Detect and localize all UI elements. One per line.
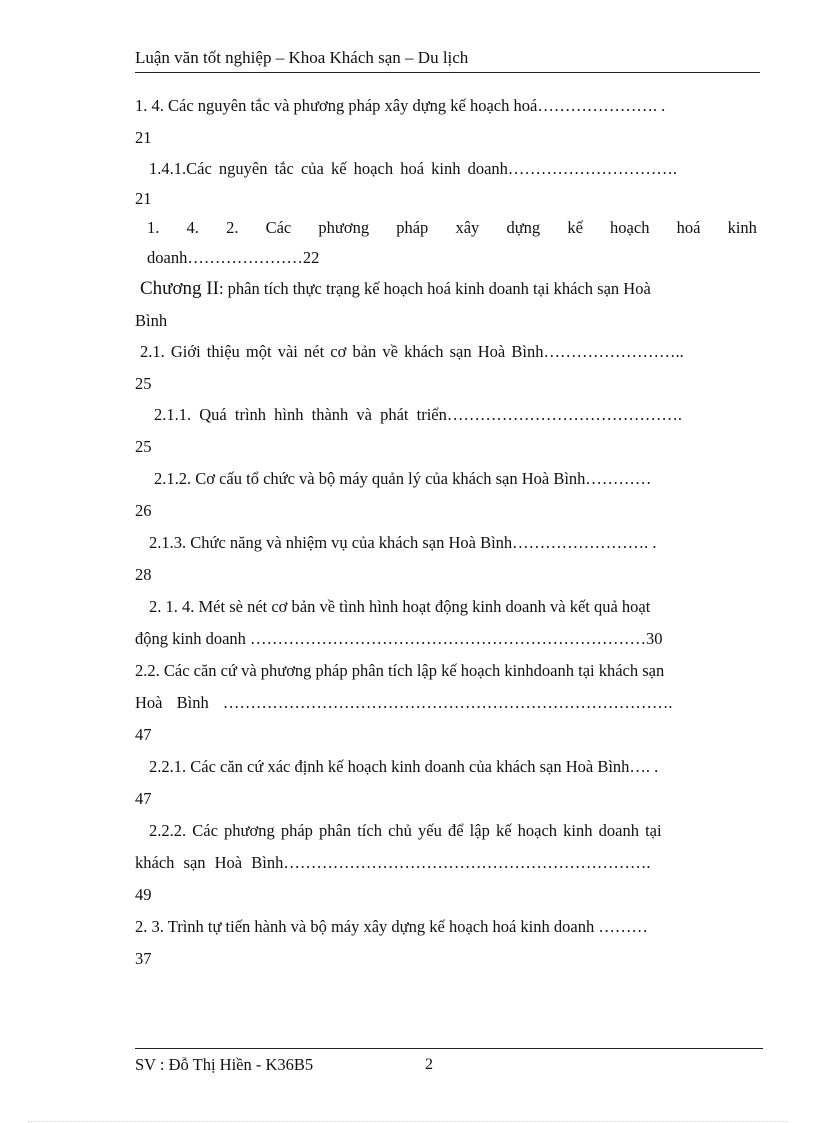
toc-entry-2-1-4: 2. 1. 4. Mét sè nét cơ bản về tình hình hoạt động kinh doanh và kết quả hoạt — [149, 597, 651, 616]
toc-page-2-1-2: 26 — [135, 501, 152, 520]
toc-entry-2-2-2-cont: khách sạn Hoà Bình…………………………………………………………. — [135, 853, 651, 872]
toc-entry-1-4-1: 1.4.1.Các nguyên tắc của kế hoạch hoá kinh doanh…………………………. — [149, 159, 678, 178]
toc-word: 4. — [186, 218, 199, 237]
toc-page-2-3: 37 — [135, 949, 152, 968]
toc-entry-2-3: 2. 3. Trình tự tiến hành và bộ máy xây dựng kế hoạch hoá kinh doanh ……… — [135, 917, 648, 936]
toc-page-1-4-1: 21 — [135, 189, 152, 208]
header-rule — [135, 72, 760, 73]
toc-page-2-2: 47 — [135, 725, 152, 744]
chapter-heading — [140, 278, 762, 300]
toc-word: pháp — [396, 218, 429, 237]
toc-word: dựng — [506, 218, 541, 237]
toc-entry-2-1-3: 2.1.3. Chức năng và nhiệm vụ của khách sạn Hoà Bình……………………. . — [149, 533, 657, 552]
toc-entry-1-4-2 — [147, 218, 757, 238]
toc-entry-2-2-cont: Hoà Bình ………………………………………………………………………. — [135, 693, 673, 712]
toc-word: hoạch — [610, 218, 650, 237]
page-number: 2 — [425, 1056, 433, 1073]
toc-entry-2-2: 2.2. Các căn cứ và phương pháp phân tích lập kế hoạch kinhdoanh tại khách sạn — [135, 661, 665, 680]
footer-rule — [135, 1048, 763, 1049]
chapter-label: Chương II — [140, 278, 219, 299]
toc-entry-2-1-1: 2.1.1. Quá trình hình thành và phát triển……………………………………. — [154, 405, 682, 424]
toc-page-2-1-1: 25 — [135, 437, 152, 456]
chapter-title: : phân tích thực trạng kế hoạch hoá kinh doanh tại khách sạn Hoà — [218, 279, 651, 298]
toc-page-2-1: 25 — [135, 374, 152, 393]
toc-word: 2. — [226, 218, 239, 237]
toc-page-2-2-1: 47 — [135, 789, 152, 808]
toc-entry-2-1-2: 2.1.2. Cơ cấu tổ chức và bộ máy quản lý của khách sạn Hoà Bình………… — [154, 469, 652, 488]
toc-word: Các — [265, 218, 292, 237]
toc-word: 1. — [147, 218, 160, 237]
toc-page-2-1-3: 28 — [135, 565, 152, 584]
toc-word: hoá — [676, 218, 701, 237]
toc-entry-2-2-2: 2.2.2. Các phương pháp phân tích chủ yếu để lập kế hoạch kinh doanh tại — [149, 821, 662, 840]
toc-entry-1-4-2-cont: doanh…………………22 — [147, 248, 320, 267]
toc-word: phương — [318, 218, 370, 237]
toc-entry-2-1: 2.1. Giới thiệu một vài nét cơ bản về khách sạn Hoà Bình…………………….. — [140, 342, 684, 361]
toc-page-1-4: 21 — [135, 128, 152, 147]
toc-word: xây — [455, 218, 480, 237]
running-header: Luận văn tốt nghiệp – Khoa Khách sạn – Du lịch — [135, 48, 469, 67]
page-bottom-dotted-rule — [28, 1121, 788, 1122]
toc-page-2-2-2: 49 — [135, 885, 152, 904]
toc-entry-2-1-4-cont: động kinh doanh ………………………………………………………………30 — [135, 629, 663, 648]
toc-word: kế — [567, 218, 583, 237]
footer-student: SV : Đỗ Thị Hiền - K36B5 — [135, 1055, 314, 1074]
toc-word: kinh — [727, 218, 757, 237]
toc-entry-2-2-1: 2.2.1. Các căn cứ xác định kế hoạch kinh doanh của khách sạn Hoà Bình…. . — [149, 757, 659, 776]
chapter-title-cont: Bình — [135, 311, 168, 330]
toc-entry-1-4: 1. 4. Các nguyên tắc và phương pháp xây dựng kế hoạch hoá…………………. . — [135, 96, 666, 115]
